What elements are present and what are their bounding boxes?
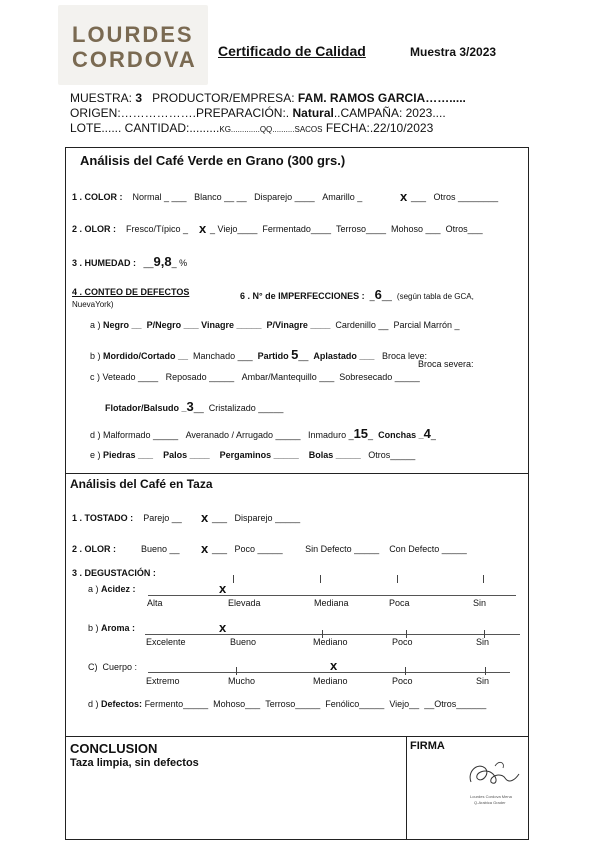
olor-row: 2 . OLOR : Fresco/Típico _	[72, 224, 189, 234]
info-line-3: LOTE...... CANTIDAD:.........KG.............QQ..........SACOS FECHA:.22/10/2023	[70, 121, 434, 135]
acidez-scale-1: Elevada	[228, 598, 261, 608]
aroma-scale-4: Sin	[476, 637, 490, 647]
document-title: Certificado de Calidad	[218, 43, 366, 59]
cup-olor-mark: x	[201, 541, 209, 556]
logo-line2: CORDOVA	[72, 47, 197, 72]
defects-row-e: e ) Piedras ___ Palos ____ Pergaminos _____ Bolas _____ Otros_____	[90, 450, 416, 460]
aroma-label: b ) Aroma :	[88, 623, 136, 633]
cuerpo-label: C) Cuerpo :	[88, 662, 138, 672]
tostado-row: 1 . TOSTADO : Parejo __	[72, 513, 182, 523]
conteo-note: NuevaYork)	[72, 300, 114, 309]
acidez-tick-4	[483, 575, 484, 583]
defects-row-d: d ) Malformado _____ Averanado / Arrugado _____ Inmaduro _15_ Conchas _4_	[90, 426, 436, 441]
logo	[58, 5, 208, 85]
green-title: Análisis del Café Verde en Grano (300 grs.)	[80, 153, 346, 168]
acidez-scale-4: Sin	[473, 598, 487, 608]
tostado-mark: x	[201, 510, 209, 525]
defects-row-flotador: Flotador/Balsudo _3__ Cristalizado _____	[105, 399, 284, 414]
aroma-scale-3: Poco	[392, 637, 413, 647]
signature-icon	[465, 758, 523, 792]
sample-number: Muestra 3/2023	[410, 45, 497, 59]
broca-severa: Broca severa:	[418, 359, 474, 369]
defects-row-b: b ) Mordido/Cortado __ Manchado ___ Partido 5__ Aplastado ___ Broca leve:	[90, 347, 427, 362]
cup-title: Análisis del Café en Taza	[70, 477, 213, 491]
logo-line1: LOURDES	[72, 22, 194, 47]
acidez-label: a ) Acidez :	[88, 584, 136, 594]
cuerpo-scale-line	[148, 672, 510, 673]
defects-row-a: a ) Negro __ P/Negro ___ Vinagre _____ P/Vinagre ____ Cardenillo __ Parcial Marrón _	[90, 320, 460, 330]
aroma-mark: x	[219, 620, 227, 635]
humedad-row: 3 . HUMEDAD : __9,8_ %	[72, 254, 188, 269]
acidez-mark: x	[219, 581, 227, 596]
defects-row-c: c ) Veteado ____ Reposado _____ Ambar/Mantequillo ___ Sobresecado _____	[90, 372, 420, 382]
acidez-tick-3	[397, 575, 398, 583]
cup-olor-row: 2 . OLOR : Bueno __	[72, 544, 180, 554]
cuerpo-scale-3: Poco	[392, 676, 413, 686]
acidez-scale-0: Alta	[147, 598, 163, 608]
cuerpo-scale-0: Extremo	[146, 676, 180, 686]
info-line-2: ORIGEN:……………….PREPARACIÓN:. Natural..CAMPAÑA: 2023....	[70, 106, 446, 120]
cuerpo-scale-2: Mediano	[313, 676, 348, 686]
olor-row-end: _ Viejo____ Fermentado____ Terroso____ Mohoso ___ Otros___	[210, 224, 483, 234]
color-row: 1 . COLOR : Normal _ ___ Blanco __ __ Disparejo ____ Amarillo _	[72, 192, 363, 202]
cuerpo-tick-2	[405, 667, 406, 675]
color-row-end: ___ Otros ________	[411, 192, 499, 202]
acidez-scale-2: Mediana	[314, 598, 349, 608]
firma-divider	[406, 736, 407, 840]
cuerpo-mark: x	[330, 658, 338, 673]
cup-defectos-row: d ) Defectos: Fermento_____ Mohoso___ Terroso_____ Fenólico_____ Viejo__ __Otros______	[88, 699, 487, 709]
cup-olor-row-end: ___ Poco _____ Sin Defecto _____ Con Defecto _____	[212, 544, 467, 554]
info-line-1: MUESTRA: 3 PRODUCTOR/EMPRESA: FAM. RAMOS GARCIA…….....	[70, 91, 466, 105]
color-mark: x	[400, 189, 408, 204]
cuerpo-tick-3	[485, 667, 486, 675]
olor-mark: x	[199, 221, 207, 236]
acidez-scale-3: Poca	[389, 598, 410, 608]
tostado-row-end: ___ Disparejo _____	[212, 513, 301, 523]
acidez-tick-1	[233, 575, 234, 583]
aroma-scale-line	[145, 634, 520, 635]
conclusion-title: CONCLUSION	[70, 741, 158, 756]
cuerpo-tick-1	[236, 667, 237, 675]
cuerpo-scale-4: Sin	[476, 676, 490, 686]
firma-label: FIRMA	[410, 740, 445, 752]
aroma-scale-0: Excelente	[146, 637, 186, 647]
degustacion-label: 3 . DEGUSTACIÓN :	[72, 568, 156, 578]
imperfecciones-row: 6 . N° de IMPERFECCIONES : _6__ (según tabla de GCA,	[240, 287, 474, 302]
cuerpo-scale-1: Mucho	[228, 676, 256, 686]
aroma-scale-2: Mediano	[313, 637, 348, 647]
acidez-scale-line	[148, 595, 516, 596]
acidez-tick-2	[320, 575, 321, 583]
aroma-scale-1: Bueno	[230, 637, 257, 647]
conclusion-text: Taza limpia, sin defectos	[70, 757, 199, 769]
signature-role: Q-Arabica Grader	[474, 800, 506, 805]
conteo-row: 4 . CONTEO DE DEFECTOS	[72, 287, 190, 297]
signature-name: Lourdes Cordova Mena	[470, 794, 512, 799]
